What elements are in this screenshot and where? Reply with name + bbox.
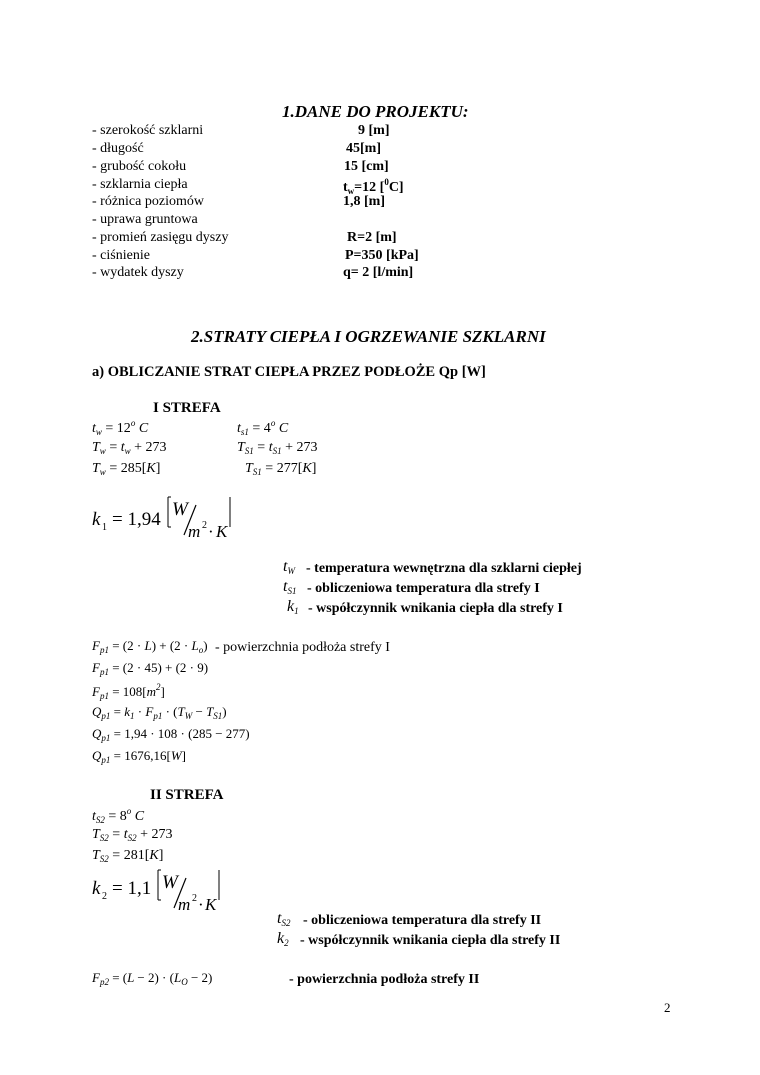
symbol-ts1: $t_{S1}$ xyxy=(283,578,297,596)
equation: $Q_{p1} = k_1 \cdot F_{p1} \cdot (T_W - T_{S1})$ xyxy=(92,704,227,721)
list-item-value: 45[m] xyxy=(346,141,381,156)
equation: $T_{S1} = 277[K]$ xyxy=(245,461,317,477)
section-1-title: 1.DANE DO PROJEKTU: xyxy=(282,102,469,121)
equation: $T_w = t_w + 273$ xyxy=(92,440,167,456)
list-item-label: - promień zasięgu dyszy xyxy=(92,230,229,245)
svg-text:2: 2 xyxy=(192,893,197,904)
k1-formula xyxy=(92,495,232,543)
k1-formula-graphic xyxy=(92,495,232,543)
svg-text:2: 2 xyxy=(102,891,107,902)
list-item-label: - uprawa gruntowa xyxy=(92,212,198,227)
page-number: 2 xyxy=(664,1000,671,1015)
area-note-zone-2: - powierzchnia podłoża strefy II xyxy=(289,972,480,987)
equation: $T_w = 285[K]$ xyxy=(92,461,161,477)
list-item-value: q= 2 [l/min] xyxy=(343,265,414,280)
equation: $T_{S2} = 281[K]$ xyxy=(92,848,164,864)
svg-text:1: 1 xyxy=(102,522,107,533)
svg-text:·: · xyxy=(208,522,214,541)
symbol-k2: $k_2$ xyxy=(277,930,289,948)
k2-formula xyxy=(92,868,222,916)
list-item-label: - szklarnia ciepła xyxy=(92,177,188,192)
svg-text:= 1,1: = 1,1 xyxy=(112,878,152,899)
svg-text:K: K xyxy=(205,895,217,914)
section-2-title: 2.STRATY CIEPŁA I OGRZEWANIE SZKLARNI xyxy=(191,327,546,346)
list-item-label: - grubość cokołu xyxy=(92,159,187,174)
svg-text:m: m xyxy=(188,522,201,541)
legend-k1: - współczynnik wnikania ciepła dla strefy I xyxy=(308,601,563,616)
symbol-ts2: $t_{S2}$ xyxy=(277,910,291,928)
list-item-label: - szerokość szklarni xyxy=(92,123,204,138)
list-item-value: P=350 [kPa] xyxy=(345,248,419,263)
equation: $F_{p1} = 108[m^2]$ xyxy=(92,682,165,701)
equation: $T_{S2} = t_{S2} + 273$ xyxy=(92,827,173,843)
symbol-tw: $t_W$ xyxy=(283,558,295,576)
svg-text:W: W xyxy=(172,499,188,520)
equation: $t_{s1} = 4^o$ C xyxy=(237,418,289,437)
list-item-value: 1,8 [m] xyxy=(343,194,385,209)
svg-text:K: K xyxy=(216,522,228,541)
equation: $Q_{p1} = 1,94 \cdot 108 \cdot (285 - 277)$ xyxy=(92,726,250,743)
equation: $F_{p1} = (2 \cdot 45) + (2 \cdot 9)$ xyxy=(92,660,209,677)
list-item-value: 15 [cm] xyxy=(344,159,389,174)
legend-ts1: - obliczeniowa temperatura dla strefy I xyxy=(307,581,540,596)
svg-text:= 1,94: = 1,94 xyxy=(112,509,161,530)
equation: $Q_{p1} = 1676,16[W]$ xyxy=(92,748,186,765)
zone-1-heading: I STREFA xyxy=(153,400,221,416)
area-note-zone-1: - powierzchnia podłoża strefy I xyxy=(215,640,390,655)
svg-text:k: k xyxy=(92,509,101,530)
equation: $T_{S1} = t_{S1} + 273$ xyxy=(237,440,318,456)
list-item-label: - wydatek dyszy xyxy=(92,265,184,280)
section-2a-subtitle: a) OBLICZANIE STRAT CIEPŁA PRZEZ PODŁOŻE Qp [W] xyxy=(92,364,486,380)
svg-text:2: 2 xyxy=(202,520,207,531)
equation: $t_w = 12^o$ C xyxy=(92,418,149,437)
list-item-value: 9 [m] xyxy=(358,123,390,138)
legend-tw: - temperatura wewnętrzna dla szklarni ciepłej xyxy=(306,561,582,576)
equation: $F_{p1} = (2 \cdot L) + (2 \cdot L_o)$ xyxy=(92,638,208,655)
equation: $F_{p2} = (L - 2) \cdot (L_O - 2)$ xyxy=(92,970,213,987)
list-item-value: R=2 [m] xyxy=(347,230,397,245)
svg-text:W: W xyxy=(162,872,178,893)
list-item-value: $t_w=12$ [$^0$C] xyxy=(343,177,404,196)
svg-text:m: m xyxy=(178,895,191,914)
zone-2-heading: II STREFA xyxy=(150,787,224,803)
symbol-k1: $k_1$ xyxy=(287,598,299,616)
legend-k2: - współczynnik wnikania ciepła dla strefy II xyxy=(300,933,561,948)
list-item-label: - różnica poziomów xyxy=(92,194,204,209)
svg-text:k: k xyxy=(92,878,101,899)
list-item-label: - ciśnienie xyxy=(92,248,150,263)
legend-ts2: - obliczeniowa temperatura dla strefy II xyxy=(303,913,542,928)
equation: $t_{S2} = 8^o$ C xyxy=(92,806,145,825)
list-item-label: - długość xyxy=(92,141,144,156)
k2-formula-graphic xyxy=(92,868,222,916)
svg-text:·: · xyxy=(198,895,204,914)
